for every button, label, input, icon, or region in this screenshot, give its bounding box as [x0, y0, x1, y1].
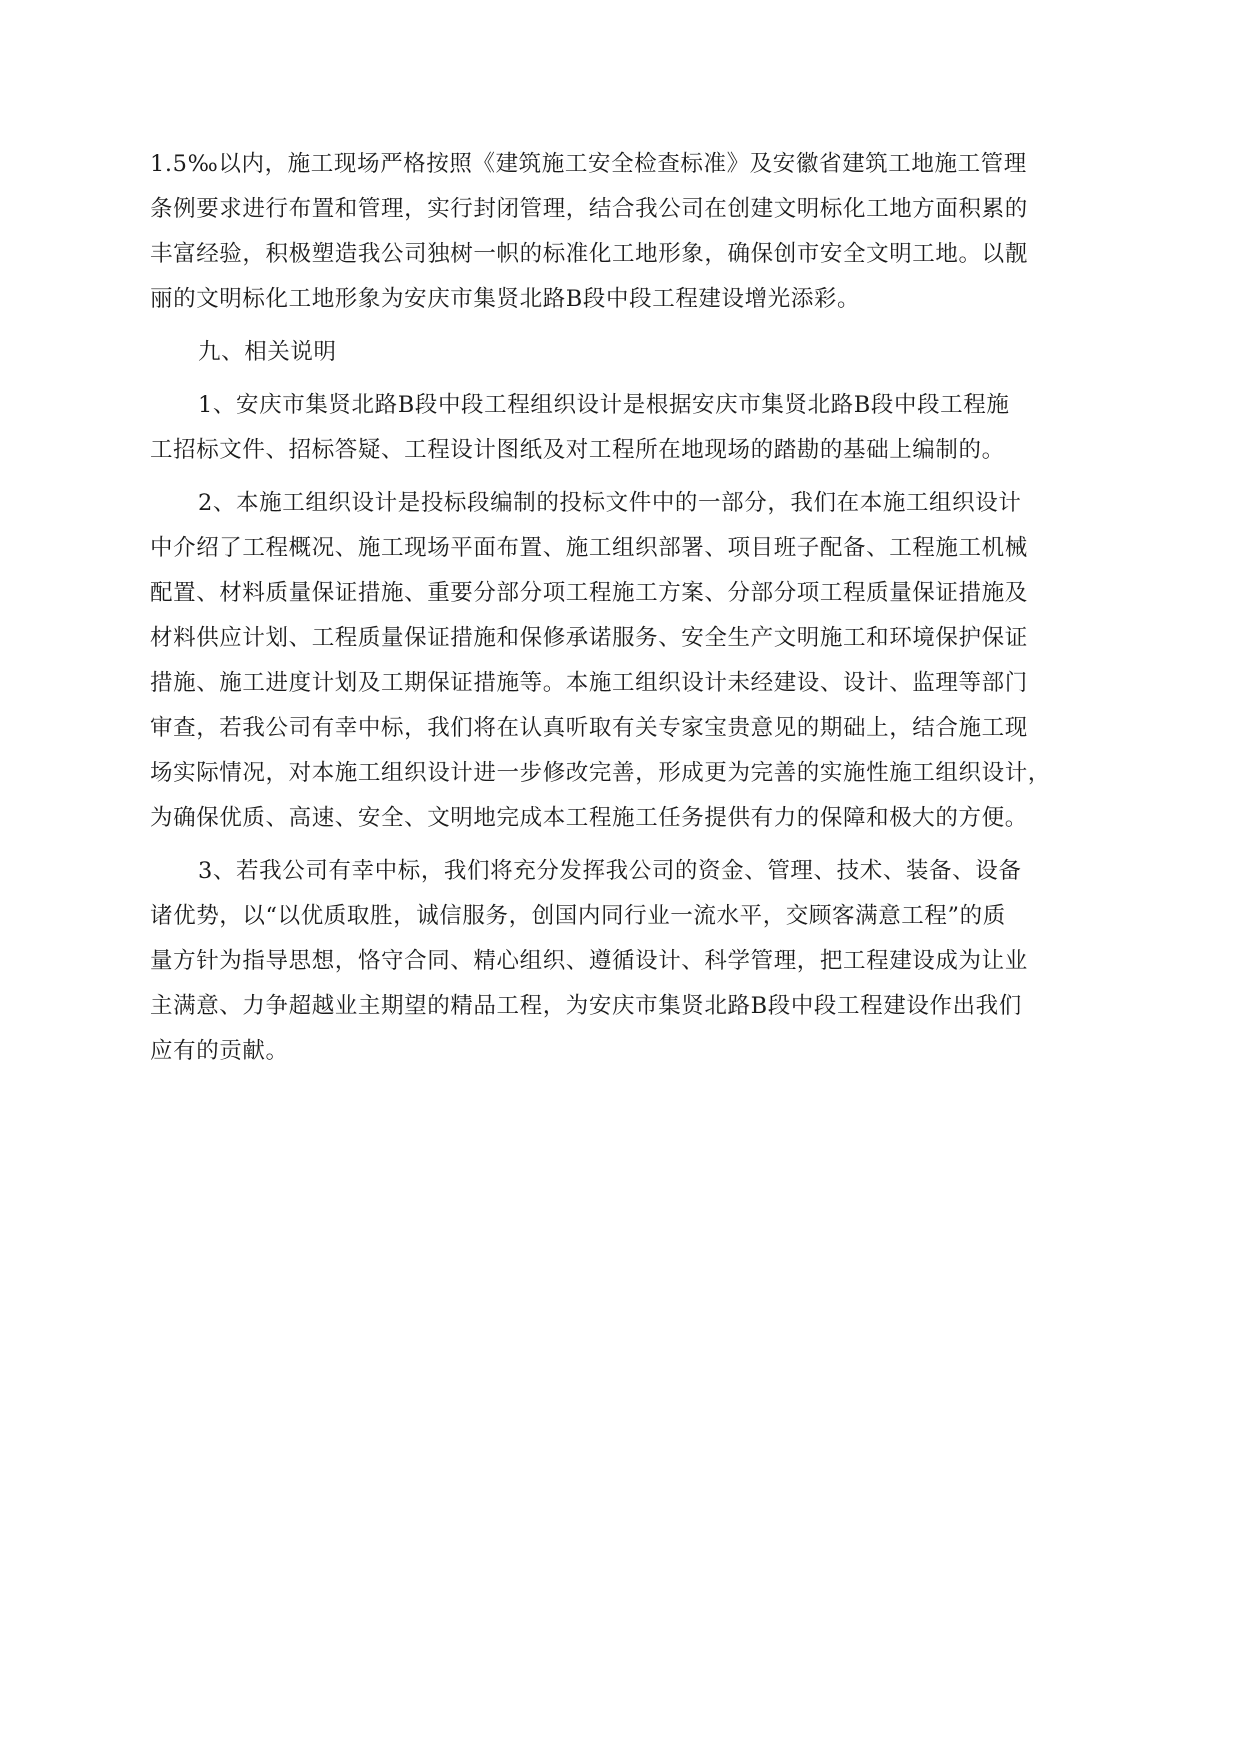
- text-line: 3、若我公司有幸中标，我们将充分发挥我公司的资金、管理、技术、装备、设备: [198, 858, 1022, 884]
- text-line: 材料供应计划、工程质量保证措施和保修承诺服务、安全生产文明施工和环境保护保证: [150, 625, 1028, 651]
- text-line: 为确保优质、高速、安全、文明地完成本工程施工任务提供有力的保障和极大的方便。: [150, 805, 1028, 831]
- text-line: 丽的文明标化工地形象为安庆市集贤北路B段中段工程建设增光添彩。: [150, 286, 861, 312]
- text-line: 应有的贡献。: [150, 1038, 289, 1064]
- paragraph-civilized-site: [150, 142, 1095, 322]
- text-line: 丰富经验，积极塑造我公司独树一帜的标准化工地形象，确保创市安全文明工地。以靓: [150, 241, 1028, 267]
- section-heading-related-notes: [150, 330, 1095, 375]
- text-line: 2、本施工组织设计是投标段编制的投标文件中的一部分，我们在本施工组织设计: [198, 490, 1022, 516]
- text-line: 主满意、力争超越业主期望的精品工程，为安庆市集贤北路B段中段工程建设作出我们: [150, 993, 1022, 1019]
- text-line: 审查，若我公司有幸中标，我们将在认真听取有关专家宝贵意见的期础上，结合施工现: [150, 715, 1028, 741]
- text-line: 量方针为指导思想，恪守合同、精心组织、遵循设计、科学管理，把工程建设成为让业: [150, 948, 1028, 974]
- text-line: 条例要求进行布置和管理，实行封闭管理，结合我公司在创建文明标化工地方面积累的: [150, 196, 1028, 222]
- text-line: 1、安庆市集贤北路B段中段工程组织设计是根据安庆市集贤北路B段中段工程施: [198, 392, 1010, 418]
- section-heading: 九、相关说明: [198, 339, 337, 365]
- paragraph-note-3: [150, 849, 1095, 1074]
- text-line: 措施、施工进度计划及工期保证措施等。本施工组织设计未经建设、设计、监理等部门: [150, 670, 1028, 696]
- text-line: 1.5‰以内，施工现场严格按照《建筑施工安全检查标准》及安徽省建筑工地施工管理: [150, 151, 1027, 177]
- text-line: 场实际情况，对本施工组织设计进一步修改完善，形成更为完善的实施性施工组织设计，: [150, 760, 1051, 786]
- paragraph-note-1: [150, 383, 1095, 473]
- paragraph-note-2: [150, 481, 1095, 841]
- text-line: 中介绍了工程概况、施工现场平面布置、施工组织部署、项目班子配备、工程施工机械: [150, 535, 1028, 561]
- text-line: 配置、材料质量保证措施、重要分部分项工程施工方案、分部分项工程质量保证措施及: [150, 580, 1028, 606]
- text-line: 工招标文件、招标答疑、工程设计图纸及对工程所在地现场的踏勘的基础上编制的。: [150, 437, 1005, 463]
- document-body: [150, 142, 1095, 1074]
- text-line: 诸优势，以“以优质取胜，诚信服务，创国内同行业一流水平，交顾客满意工程”的质: [150, 903, 1006, 929]
